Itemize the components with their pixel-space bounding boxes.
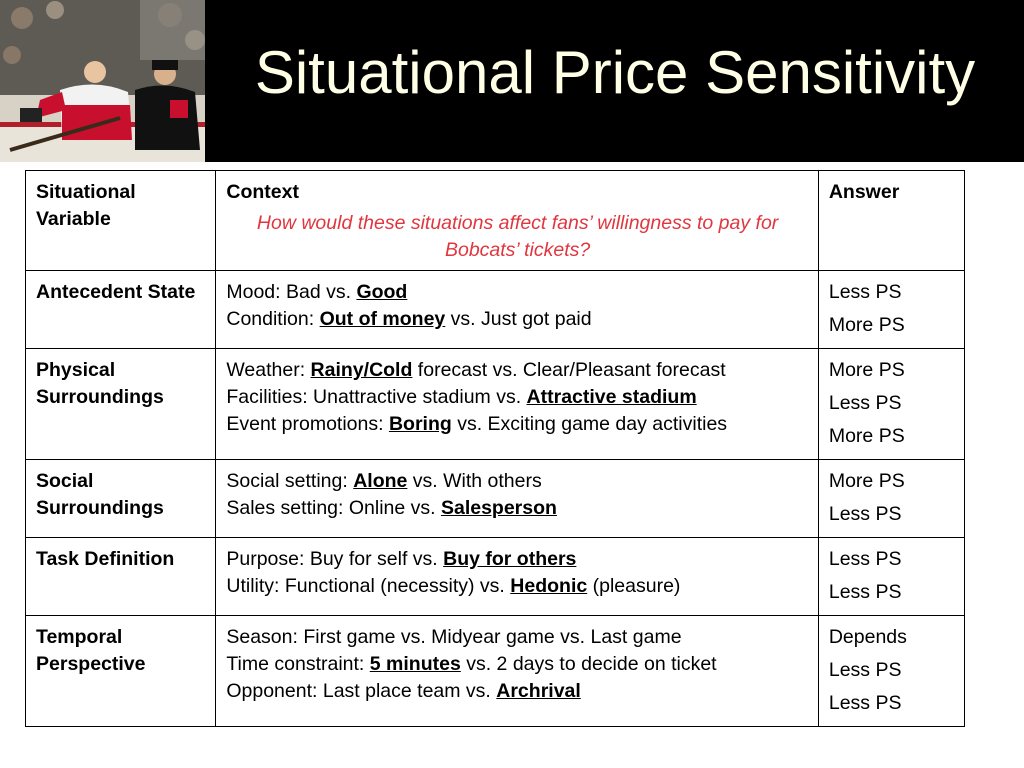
context-cell (216, 349, 818, 460)
highlighted-option: Boring (388, 413, 452, 435)
variable-cell (26, 616, 216, 727)
context-question: How would these situations affect fans’ willingness to pay for Bobcats’ tickets? (256, 212, 779, 261)
context-line: Season: First game vs. Midyear game vs. Last game (226, 626, 682, 648)
highlighted-option: Rainy/Cold (310, 359, 413, 381)
header-variable-cell (26, 171, 216, 271)
context-cell (216, 271, 818, 349)
highlighted-option: 5 minutes (369, 653, 461, 675)
variable-label: Antecedent State (36, 281, 196, 303)
highlighted-option: Out of money (319, 308, 446, 330)
answer-value: More PS (828, 314, 905, 336)
table-header-row (26, 171, 965, 271)
context-line: Social setting: Alone vs. With others (226, 470, 542, 492)
context-line: Facilities: Unattractive stadium vs. Attractive stadium (226, 386, 697, 408)
context-line: Sales setting: Online vs. Salesperson (226, 497, 557, 519)
variable-label: Social Surroundings (36, 470, 164, 519)
hockey-players-photo (0, 0, 205, 162)
context-cell (216, 616, 818, 727)
header-variable-label: Situational Variable (36, 181, 136, 230)
answer-cell (818, 538, 964, 616)
table-row (26, 460, 965, 538)
table-row (26, 271, 965, 349)
variable-cell (26, 538, 216, 616)
situational-table (25, 170, 965, 727)
header-answer-label: Answer (828, 181, 900, 203)
highlighted-option: Hedonic (510, 575, 588, 597)
context-line: Event promotions: Boring vs. Exciting game day activities (226, 413, 728, 435)
header-context-cell (216, 171, 818, 271)
answer-value: Less PS (828, 581, 902, 603)
table-row (26, 538, 965, 616)
answer-cell (818, 271, 964, 349)
highlighted-option: Alone (353, 470, 408, 492)
table-row (26, 616, 965, 727)
answer-value: Depends (828, 626, 907, 648)
answer-cell (818, 460, 964, 538)
context-line: Utility: Functional (necessity) vs. Hedonic (pleasure) (226, 575, 681, 597)
table-row (26, 349, 965, 460)
variable-cell (26, 271, 216, 349)
title-bar (0, 0, 1024, 162)
context-line: Opponent: Last place team vs. Archrival (226, 680, 581, 702)
answer-value: More PS (828, 425, 905, 447)
context-line: Purpose: Buy for self vs. Buy for others (226, 548, 577, 570)
answer-cell (818, 349, 964, 460)
header-context-label: Context (226, 181, 299, 203)
slide-title: Situational Price Sensitivity (254, 39, 976, 106)
variable-label: Task Definition (36, 548, 175, 570)
variable-cell (26, 349, 216, 460)
answer-value: More PS (828, 470, 905, 492)
context-line: Condition: Out of money vs. Just got paid (226, 308, 592, 330)
header-answer-cell (818, 171, 964, 271)
answer-value: Less PS (828, 503, 902, 525)
highlighted-option: Attractive stadium (526, 386, 697, 408)
variable-label: Physical Surroundings (36, 359, 164, 408)
answer-cell (818, 616, 964, 727)
answer-value: More PS (828, 359, 905, 381)
highlighted-option: Good (356, 281, 408, 303)
highlighted-option: Salesperson (440, 497, 557, 519)
answer-value: Less PS (828, 548, 902, 570)
answer-value: Less PS (828, 281, 902, 303)
context-cell (216, 460, 818, 538)
answer-value: Less PS (828, 659, 902, 681)
answer-value: Less PS (828, 692, 902, 714)
variable-label: Temporal Perspective (36, 626, 146, 675)
context-line: Mood: Bad vs. Good (226, 281, 408, 303)
context-line: Weather: Rainy/Cold forecast vs. Clear/Pleasant forecast (226, 359, 726, 381)
context-cell (216, 538, 818, 616)
highlighted-option: Archrival (496, 680, 581, 702)
answer-value: Less PS (828, 392, 902, 414)
context-line: Time constraint: 5 minutes vs. 2 days to decide on ticket (226, 653, 717, 675)
variable-cell (26, 460, 216, 538)
highlighted-option: Buy for others (443, 548, 577, 570)
